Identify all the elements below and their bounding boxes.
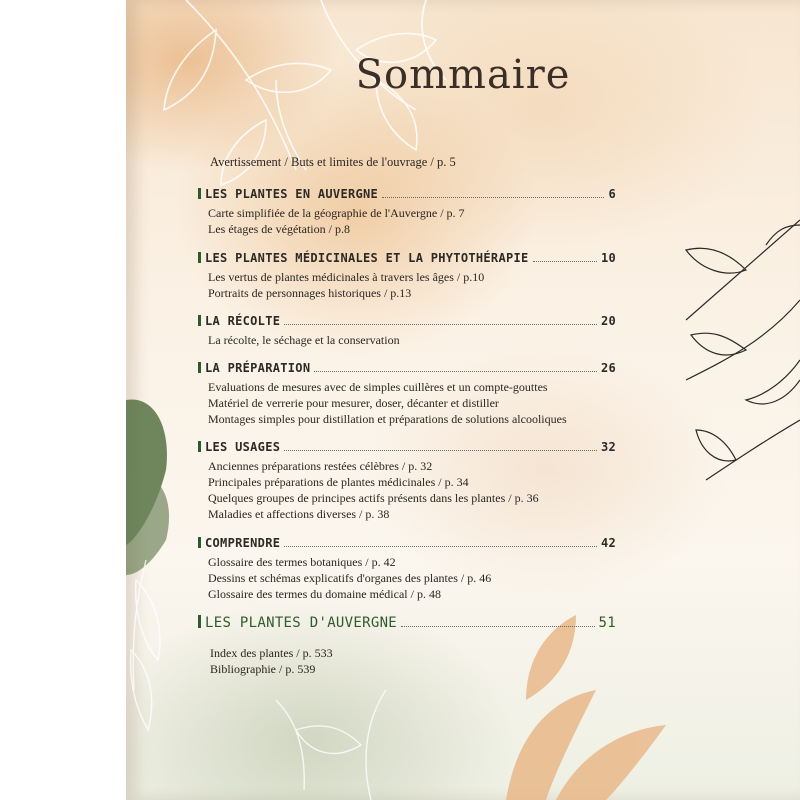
intro-line: Avertissement / Buts et limites de l'ouvrage / p. 5 <box>210 155 456 169</box>
toc-heading: LA RÉCOLTE <box>205 314 281 328</box>
book-page <box>126 0 800 800</box>
toc-heading-row <box>198 314 616 328</box>
toc-item: Evaluations de mesures avec de simples cuillères et un compte-gouttes <box>208 380 548 394</box>
toc-heading: LES PLANTES MÉDICINALES ET LA PHYTOTHÉRAPIE <box>205 251 529 265</box>
dot-leader <box>284 324 597 325</box>
dot-leader <box>401 626 594 627</box>
toc-section <box>198 187 616 237</box>
toc-item: La récolte, le séchage et la conservation <box>208 333 400 347</box>
toc-page-number: 10 <box>600 251 616 265</box>
bullet-icon <box>198 537 201 548</box>
toc-item: Dessins et schémas explicatifs d'organes des plantes / p. 46 <box>208 571 492 585</box>
bullet-icon <box>198 188 201 199</box>
toc-heading: LES USAGES <box>205 440 281 454</box>
toc-item: Anciennes préparations restées célèbres / p. 32 <box>208 459 433 473</box>
toc-heading: LA PRÉPARATION <box>205 361 311 375</box>
toc-page-number: 42 <box>600 536 616 550</box>
toc-item: Portraits de personnages historiques / p.13 <box>208 286 412 300</box>
toc-item: Maladies et affections diverses / p. 38 <box>208 507 390 521</box>
toc-section <box>198 314 616 348</box>
toc-heading-row <box>198 187 616 201</box>
toc-section <box>198 251 616 301</box>
toc-page-number: 26 <box>600 361 616 375</box>
toc-page-number: 32 <box>600 440 616 454</box>
dot-leader <box>314 371 597 372</box>
toc-item: Quelques groupes de principes actifs présents dans les plantes / p. 36 <box>208 491 539 505</box>
toc-item: Matériel de verrerie pour mesurer, doser, décanter et distiller <box>208 396 499 410</box>
toc-heading: LES PLANTES EN AUVERGNE <box>205 187 379 201</box>
toc-heading: LES PLANTES D'AUVERGNE <box>205 615 398 631</box>
bullet-icon <box>198 315 201 326</box>
bullet-icon <box>198 252 201 263</box>
toc-item: Index des plantes / p. 533 <box>210 646 333 660</box>
dot-leader <box>284 546 597 547</box>
toc-section <box>198 361 616 427</box>
toc-heading-row <box>198 614 616 631</box>
toc-tail <box>210 645 333 677</box>
bullet-icon <box>198 362 201 373</box>
toc-section-main <box>198 614 616 631</box>
toc-heading: COMPRENDRE <box>205 536 281 550</box>
dot-leader <box>284 450 597 451</box>
toc-section <box>198 440 616 522</box>
dot-leader <box>533 261 597 262</box>
dot-leader <box>382 197 604 198</box>
toc-item: Glossaire des termes botaniques / p. 42 <box>208 555 396 569</box>
toc-item: Montages simples pour distillation et préparations de solutions alcooliques <box>208 412 567 426</box>
toc-heading-row <box>198 536 616 550</box>
toc-item: Les étages de végétation / p.8 <box>208 222 350 236</box>
toc-page-number: 51 <box>598 615 616 631</box>
toc-heading-row <box>198 440 616 454</box>
toc-heading-row <box>198 361 616 375</box>
toc-page-number: 20 <box>600 314 616 328</box>
toc-heading-row <box>198 251 616 265</box>
toc-page-number: 6 <box>608 187 616 201</box>
toc-item: Bibliographie / p. 539 <box>210 662 316 676</box>
bullet-icon <box>198 615 201 628</box>
toc-item: Principales préparations de plantes médicinales / p. 34 <box>208 475 469 489</box>
toc-item: Les vertus de plantes médicinales à travers les âges / p.10 <box>208 270 485 284</box>
toc-item: Glossaire des termes du domaine médical / p. 48 <box>208 587 441 601</box>
toc-item: Carte simplifiée de la géographie de l'Auvergne / p. 7 <box>208 206 465 220</box>
toc-section <box>198 536 616 602</box>
bullet-icon <box>198 441 201 452</box>
page-title: Sommaire <box>355 52 571 98</box>
